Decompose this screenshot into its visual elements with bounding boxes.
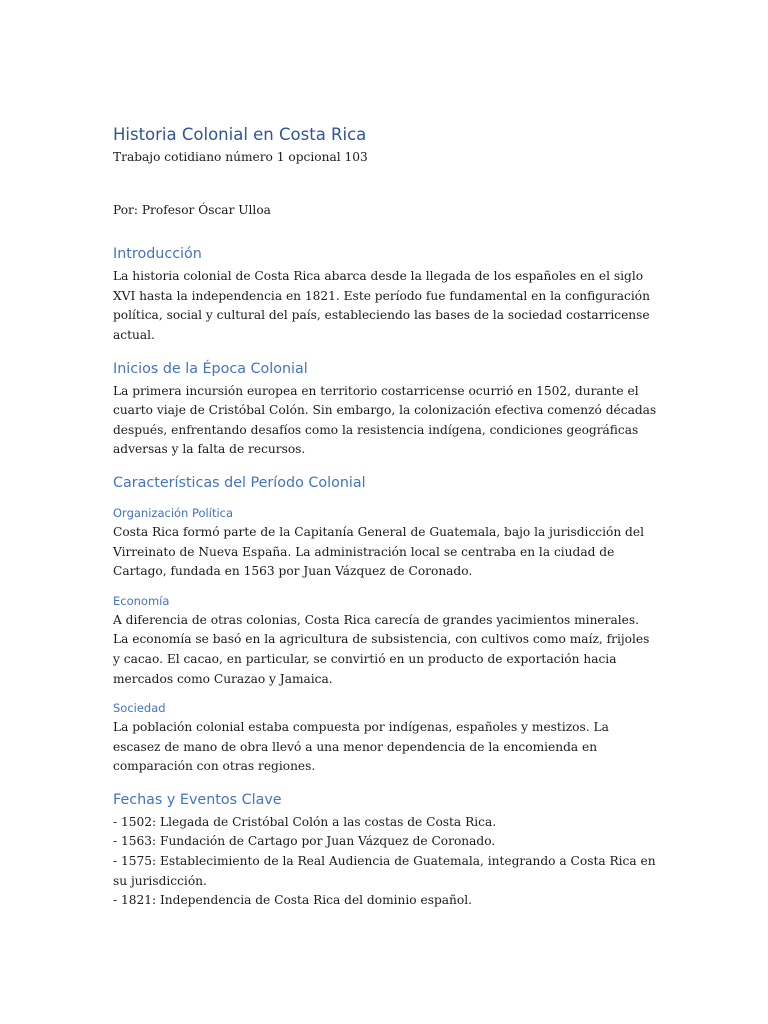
paragraph-economia: A diferencia de otras colonias, Costa Rica carecía de grandes yacimientos minerales. La economía se basó en la agricultura de subsistencia, con cultivos como maíz, frijoles y cacao. El cacao, en particular, se convirtió en un producto de exportación hacia mercados como Curazao y Jamaica. [113, 612, 650, 686]
heading-fechas: Fechas y Eventos Clave [113, 791, 282, 808]
paragraph-organizacion: Costa Rica formó parte de la Capitanía General de Guatemala, bajo la jurisdicción del Virreinato de Nueva España. La administración local se centraba en la ciudad de Cartago, fundada en 1563 por Juan Vázquez de Coronado. [113, 524, 644, 579]
document-author: Por: Profesor Óscar Ulloa [113, 202, 271, 217]
subsection-economia [113, 593, 658, 689]
heading-inicios: Inicios de la Época Colonial [113, 360, 308, 377]
list-item: - 1821: Independencia de Costa Rica del dominio español. [113, 893, 472, 908]
heading-sociedad: Sociedad [113, 701, 166, 716]
list-item: - 1563: Fundación de Cartago por Juan Vázquez de Coronado. [113, 834, 496, 849]
paragraph-inicios: La primera incursión europea en territorio costarricense ocurrió en 1502, durante el cuarto viaje de Cristóbal Colón. Sin embargo, la colonización efectiva comenzó décadas después, enfrentando desafíos como la resistencia indígena, condiciones geográficas adversas y la falta de recursos. [113, 383, 657, 457]
list-item: - 1575: Establecimiento de la Real Audiencia de Guatemala, integrando a Costa Rica en su jurisdicción. [113, 854, 656, 888]
heading-introduccion: Introducción [113, 246, 202, 263]
heading-economia: Economía [113, 593, 170, 608]
subsection-organizacion [113, 505, 658, 582]
paragraph-introduccion: La historia colonial de Costa Rica abarca desde la llegada de los españoles en el siglo XVI hasta la independencia en 1821. Este período fue fundamental en la configuración política, social y cultural del país, estableciendo las bases de la sociedad costarricense actual. [113, 269, 650, 342]
heading-organizacion: Organización Política [113, 505, 234, 520]
paragraph-sociedad: La población colonial estaba compuesta por indígenas, españoles y mestizos. La escasez de mano de obra llevó a una menor dependencia de la encomienda en comparación con otras regiones. [113, 720, 609, 774]
section-caracteristicas [113, 473, 658, 777]
heading-caracteristicas: Características del Período Colonial [113, 474, 366, 491]
section-fechas [113, 790, 658, 911]
list-item: - 1502: Llegada de Cristóbal Colón a las costas de Costa Rica. [113, 814, 497, 829]
document-title: Historia Colonial en Costa Rica [113, 125, 367, 144]
section-inicios [113, 359, 658, 460]
section-introduccion [113, 244, 658, 345]
document-page [113, 124, 658, 911]
document-subtitle: Trabajo cotidiano número 1 opcional 103 [113, 150, 368, 164]
subsection-sociedad [113, 700, 658, 777]
